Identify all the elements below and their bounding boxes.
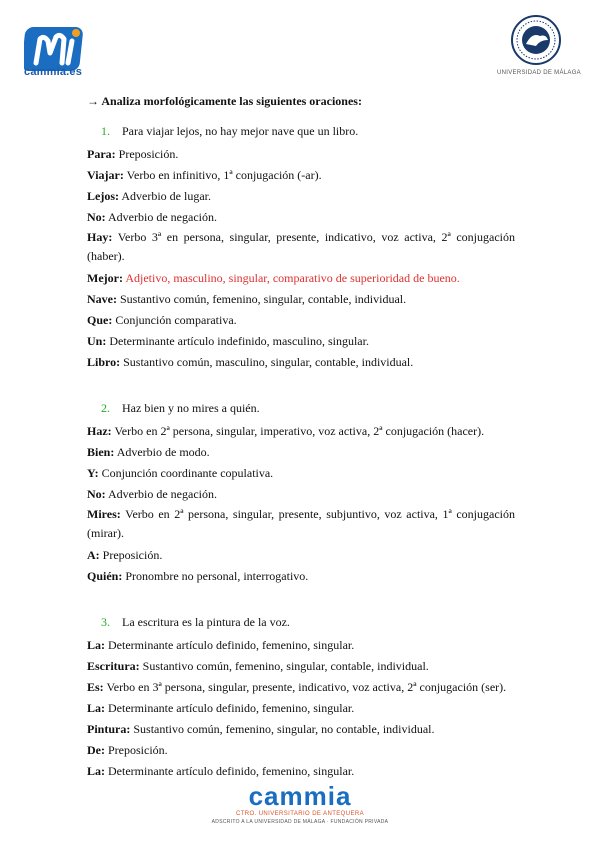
- analysis-item: De: Preposición.: [87, 743, 168, 757]
- university-logo-text: UNIVERSIDAD DE MÁLAGA: [497, 70, 581, 76]
- footer-logo-text: cammia: [248, 781, 352, 811]
- analysis-item: A: Preposición.: [87, 548, 163, 562]
- analysis-item: Es: Verbo en 3ª persona, singular, presente, indicativo, voz activa, 2ª conjugación (ser).: [87, 680, 507, 694]
- analysis-item: No: Adverbio de negación.: [87, 210, 217, 224]
- sentence-text: La escritura es la pintura de la voz.: [122, 615, 290, 629]
- footer-affiliation: ADSCRITO A LA UNIVERSIDAD DE MÁLAGA · FUNDACIÓN PRIVADA: [211, 819, 389, 825]
- page-title: → Analiza morfológicamente las siguientes oraciones:: [87, 94, 362, 108]
- analysis-item: Nave: Sustantivo común, femenino, singular, contable, individual.: [87, 292, 407, 306]
- analysis-item: Haz: Verbo en 2ª persona, singular, imperativo, voz activa, 2ª conjugación (hacer).: [87, 424, 485, 438]
- analysis-item: Que: Conjunción comparativa.: [87, 313, 237, 327]
- analysis-item: Y: Conjunción coordinante copulativa.: [87, 466, 274, 480]
- analysis-item: Libro: Sustantivo común, masculino, singular, contable, individual.: [87, 355, 414, 369]
- footer-subtitle: CTRO. UNIVERSITARIO DE ANTEQUERA: [235, 811, 365, 817]
- sentence-heading: [87, 399, 515, 417]
- section-1: [87, 122, 515, 373]
- section-2: [87, 399, 515, 587]
- analysis-item: Pintura: Sustantivo común, femenino, singular, no contable, individual.: [87, 722, 435, 736]
- analysis-item: Hay: Verbo 3ª en persona, singular, presente, indicativo, voz activa, 2ª conjugación (haber).: [87, 230, 515, 263]
- footer-logo: [200, 782, 400, 826]
- sentence-text: Para viajar lejos, no hay mejor nave que un libro.: [122, 124, 359, 138]
- university-seal-icon: [510, 14, 562, 66]
- analysis-item: Escritura: Sustantivo común, femenino, singular, contable, individual.: [87, 659, 429, 673]
- document-body: [87, 92, 515, 782]
- list-number: 3.: [101, 615, 110, 629]
- analysis-item: Un: Determinante artículo indefinido, masculino, singular.: [87, 334, 369, 348]
- analysis-item-highlighted: Mejor: Adjetivo, masculino, singular, comparativo de superioridad de bueno.: [87, 271, 460, 285]
- sentence-text: Haz bien y no mires a quién.: [122, 401, 260, 415]
- analysis-item: Viajar: Verbo en infinitivo, 1ª conjugación (-ar).: [87, 168, 322, 182]
- analysis-item: Para: Preposición.: [87, 147, 179, 161]
- analysis-item: No: Adverbio de negación.: [87, 487, 217, 501]
- analysis-item: La: Determinante artículo definido, femenino, singular.: [87, 764, 355, 778]
- analysis-item: Bien: Adverbio de modo.: [87, 445, 210, 459]
- sentence-heading: [87, 122, 515, 140]
- analysis-item: Lejos: Adverbio de lugar.: [87, 189, 211, 203]
- list-number: 1.: [101, 124, 110, 138]
- analysis-item: Quién: Pronombre no personal, interrogativo.: [87, 569, 309, 583]
- list-number: 2.: [101, 401, 110, 415]
- analysis-item: La: Determinante artículo definido, femenino, singular.: [87, 638, 355, 652]
- analysis-item: Mires: Verbo en 2ª persona, singular, presente, subjuntivo, voz activa, 1ª conjugación (mirar).: [87, 507, 515, 540]
- cammia-logo-text: cammia.es: [24, 66, 83, 78]
- sentence-heading: [87, 613, 515, 631]
- analysis-item: La: Determinante artículo definido, femenino, singular.: [87, 701, 355, 715]
- section-3: [87, 613, 515, 782]
